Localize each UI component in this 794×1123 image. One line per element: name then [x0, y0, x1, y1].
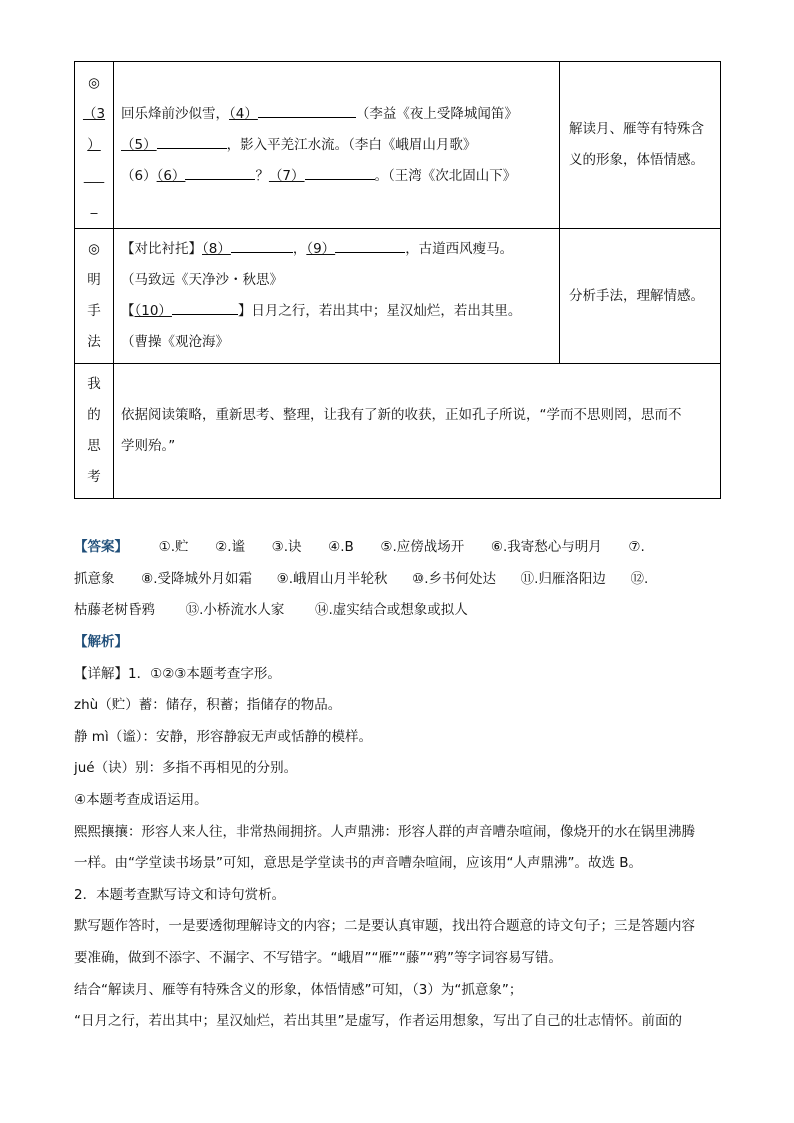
- content-line: 【对比衬托】（8） ，（9） ，古道西风瘦马。: [121, 234, 559, 265]
- label-char: ◎: [88, 241, 100, 257]
- table-row: [75, 62, 721, 229]
- content-line: （6）（6） ？（7） 。（王湾《次北固山下》: [121, 161, 559, 192]
- label-char: 我: [87, 376, 101, 392]
- content-line: 回乐烽前沙似雪，（4） （李益《夜上受降城闻笛》: [121, 99, 559, 130]
- table-row: [75, 229, 721, 364]
- answer-item: ⑨.峨眉山月半轮秋: [276, 570, 388, 587]
- analysis-line: 要准确，做到不添字、不漏字、不写错字。“峨眉”“雁”“藤”“鸦”等字词容易写错。: [74, 949, 562, 966]
- analysis-line: 2．本题考查默写诗文和诗句赏析。: [74, 886, 286, 903]
- analysis-line: ④本题考查成语运用。: [74, 791, 208, 808]
- row-label: [75, 62, 114, 229]
- answer-tag: 【答案】: [74, 539, 128, 555]
- label-char: 手: [87, 303, 101, 319]
- fill-blank: [185, 164, 255, 180]
- label-char: 的: [87, 407, 101, 423]
- fill-blank: [258, 102, 356, 118]
- analysis-line: “日月之行，若出其中；星汉灿烂，若出其里”是虚写，作者运用想象，写出了自己的壮志情怀。前面的: [74, 1013, 682, 1030]
- answer-item: ⑭.虚实结合或想象或拟人: [314, 602, 468, 619]
- fill-blank: [231, 237, 293, 253]
- answer-item: ⑪.归雁洛阳边: [520, 570, 606, 587]
- table-row: [75, 364, 721, 499]
- analysis-line: 结合“解读月、雁等有特殊含义的形象，体悟情感”可知，（3）为“抓意象”；: [74, 981, 523, 998]
- row-content: [114, 364, 721, 499]
- answer-line-3: 枯藤老树昏鸦 ⑬.小桥流水人家 ⑭.虚实结合或想象或拟人: [74, 602, 468, 619]
- answer-item: ⑩.乡书何处达: [412, 570, 496, 587]
- content-line: 学则殆。”: [121, 438, 176, 454]
- row-purpose: 解读月、雁等有特殊含义的形象，体悟情感。: [560, 62, 721, 229]
- analysis-line: 静 mì（谧）：安静，形容静寂无声或恬静的模样。: [74, 728, 372, 745]
- row-content: [114, 229, 560, 364]
- answer-item: ④.B: [328, 539, 354, 555]
- answer-line-2: 抓意象 ⑧.受降城外月如霜 ⑨.峨眉山月半轮秋 ⑩.乡书何处达 ⑪.归雁洛阳边 ⑫.: [74, 570, 649, 587]
- label-char: ◎: [88, 74, 100, 91]
- answer-item: ⑬.小桥流水人家: [185, 602, 285, 619]
- fill-blank: [157, 133, 227, 149]
- analysis-line: 一样。由“学堂读书场景”可知，意思是学堂读书的声音嘈杂喧闹，应该用“人声鼎沸”。故选 B。: [74, 855, 643, 872]
- content-line: 依据阅读策略，重新思考、整理，让我有了新的收获，正如孔子所说，“学而不思则罔，思而不: [121, 407, 682, 423]
- content-line: （马致远《天净沙・秋思》: [121, 272, 283, 288]
- label-char: 考: [87, 469, 101, 485]
- answer-item: ②.谧: [215, 539, 245, 555]
- fill-blank: [335, 237, 405, 253]
- row-content: [114, 62, 560, 229]
- analysis-tag: 【解析】: [74, 634, 128, 650]
- row-label: [75, 229, 114, 364]
- row-purpose: 分析手法，理解情感。: [560, 229, 721, 364]
- answer-item: ③.诀: [271, 539, 302, 555]
- analysis-line: 【详解】1．①②③本题考查字形。: [74, 665, 281, 682]
- analysis-line: 熙熙攘攘：形容人来人往，非常热闹拥挤。人声鼎沸：形容人群的声音嘈杂喧闹，像烧开的水在锅里沸腾: [74, 823, 695, 840]
- content-line: 【（10） 】日月之行，若出其中；星汉灿烂，若出其里。: [121, 296, 559, 327]
- label-char: 思: [87, 438, 101, 454]
- answer-item: ⑥.我寄愁心与明月: [490, 539, 602, 555]
- label-char: ）: [87, 136, 101, 153]
- answer-section: [74, 532, 724, 627]
- label-char: ___: [83, 167, 105, 184]
- label-char: _: [90, 198, 98, 215]
- analysis-section: [74, 627, 724, 1038]
- label-char: （3: [82, 105, 106, 122]
- analysis-line: jué（诀）别：多指不再相见的分别。: [74, 760, 298, 777]
- answer-item: ⑫.: [630, 570, 649, 587]
- label-char: 明: [87, 272, 101, 288]
- label-char: 法: [87, 334, 101, 350]
- content-line: （曹操《观沧海》: [121, 334, 229, 350]
- answer-item: ⑤.应傍战场开: [380, 539, 465, 555]
- answer-item: ⑧.受降城外月如霜: [141, 570, 252, 587]
- row-label: [75, 364, 114, 499]
- analysis-line: zhù（贮）蓄：储存，积蓄；指储存的物品。: [74, 697, 342, 714]
- answer-item: ①.贮: [158, 539, 189, 555]
- content-line: （5） ，影入平羌江水流。（李白《峨眉山月歌》: [121, 130, 559, 161]
- fill-blank: [305, 164, 375, 180]
- analysis-line: 默写题作答时，一是要透彻理解诗文的内容；二是要认真审题，找出符合题意的诗文句子；三是答题内容: [74, 918, 695, 935]
- fill-blank: [172, 299, 238, 315]
- answer-line-1: [74, 532, 724, 564]
- answer-item: ⑦.: [628, 539, 645, 555]
- reading-strategy-table: [74, 61, 721, 499]
